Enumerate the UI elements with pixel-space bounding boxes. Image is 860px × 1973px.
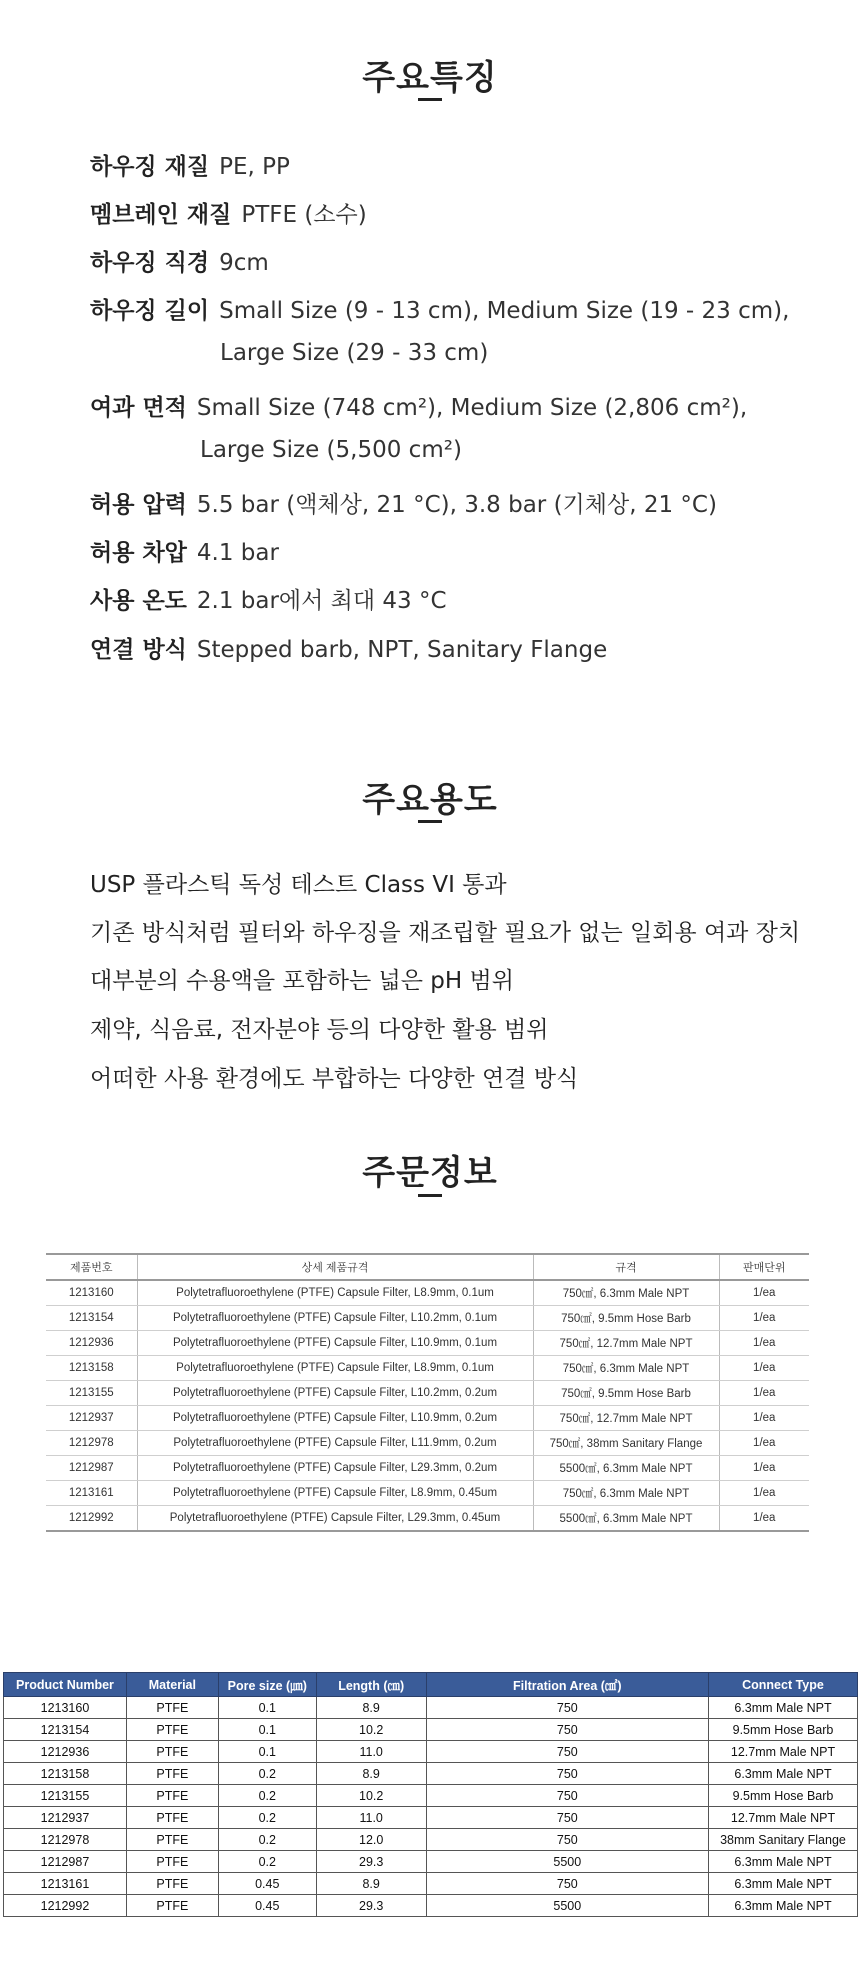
product-number-cell: 1213154 xyxy=(4,1719,127,1741)
product-number-cell: 1213158 xyxy=(4,1763,127,1785)
length-cell: 29.3 xyxy=(316,1895,426,1917)
connect-type-cell: 6.3mm Male NPT xyxy=(709,1697,858,1719)
spec-value: PTFE (소수) xyxy=(241,202,367,228)
spec-value-continued: Large Size (29 - 33 cm) xyxy=(220,340,489,366)
filtration-area-cell: 5500 xyxy=(426,1851,708,1873)
spec-label: 하우징 길이 xyxy=(90,298,210,324)
material-cell: PTFE xyxy=(126,1829,218,1851)
table-row xyxy=(46,1431,809,1456)
table-row xyxy=(4,1785,858,1807)
unit-cell: 1/ea xyxy=(719,1431,809,1456)
table-row xyxy=(4,1851,858,1873)
pore-size-cell: 0.1 xyxy=(218,1697,316,1719)
unit-cell: 1/ea xyxy=(719,1456,809,1481)
product-number-cell: 1212987 xyxy=(46,1456,137,1481)
column-header: 규격 xyxy=(533,1254,719,1280)
product-spec-cell: Polytetrafluoroethylene (PTFE) Capsule Filter, L8.9mm, 0.1um xyxy=(137,1356,533,1381)
spec-label: 여과 면적 xyxy=(90,395,187,421)
unit-cell: 1/ea xyxy=(719,1406,809,1431)
column-header: Filtration Area (㎠) xyxy=(426,1673,708,1697)
spec-row-differential-pressure xyxy=(90,534,279,567)
spec-label: 사용 온도 xyxy=(90,588,187,614)
uses-title-underline xyxy=(418,820,442,823)
length-cell: 8.9 xyxy=(316,1763,426,1785)
product-number-cell: 1212992 xyxy=(46,1506,137,1532)
order-title-underline xyxy=(418,1194,442,1197)
column-header: 제품번호 xyxy=(46,1254,137,1280)
product-number-cell: 1213160 xyxy=(46,1280,137,1306)
material-cell: PTFE xyxy=(126,1851,218,1873)
spec-value: 9cm xyxy=(219,250,269,276)
size-cell: 750㎠, 38mm Sanitary Flange xyxy=(533,1431,719,1456)
filtration-area-cell: 5500 xyxy=(426,1895,708,1917)
table-row xyxy=(46,1456,809,1481)
spec-value: 4.1 bar xyxy=(196,540,279,566)
table-row xyxy=(4,1873,858,1895)
connect-type-cell: 6.3mm Male NPT xyxy=(709,1763,858,1785)
connect-type-cell: 12.7mm Male NPT xyxy=(709,1807,858,1829)
connect-type-cell: 9.5mm Hose Barb xyxy=(709,1785,858,1807)
table-row xyxy=(4,1763,858,1785)
length-cell: 8.9 xyxy=(316,1873,426,1895)
connect-type-cell: 6.3mm Male NPT xyxy=(709,1895,858,1917)
product-spec-cell: Polytetrafluoroethylene (PTFE) Capsule Filter, L10.2mm, 0.2um xyxy=(137,1381,533,1406)
column-header: Length (㎝) xyxy=(316,1673,426,1697)
column-header: Connect Type xyxy=(709,1673,858,1697)
length-cell: 11.0 xyxy=(316,1807,426,1829)
spec-value: Small Size (9 - 13 cm), Medium Size (19 - 23 cm), xyxy=(219,298,790,324)
spec-label: 멤브레인 재질 xyxy=(90,202,232,228)
material-cell: PTFE xyxy=(126,1697,218,1719)
product-spec-cell: Polytetrafluoroethylene (PTFE) Capsule Filter, L8.9mm, 0.1um xyxy=(137,1280,533,1306)
spec-value: 2.1 bar에서 최대 43 °C xyxy=(196,588,447,614)
column-header: Material xyxy=(126,1673,218,1697)
spec-row-filtration-area xyxy=(90,389,747,422)
length-cell: 29.3 xyxy=(316,1851,426,1873)
pore-size-cell: 0.1 xyxy=(218,1741,316,1763)
unit-cell: 1/ea xyxy=(719,1331,809,1356)
filtration-area-cell: 750 xyxy=(426,1829,708,1851)
table-row xyxy=(46,1356,809,1381)
pore-size-cell: 0.1 xyxy=(218,1719,316,1741)
table-header-row xyxy=(4,1673,858,1697)
product-number-cell: 1213155 xyxy=(46,1381,137,1406)
use-item: USP 플라스틱 독성 테스트 Class VI 통과 xyxy=(90,872,507,898)
product-number-cell: 1212987 xyxy=(4,1851,127,1873)
product-number-cell: 1213155 xyxy=(4,1785,127,1807)
table-row xyxy=(4,1807,858,1829)
filtration-area-cell: 750 xyxy=(426,1785,708,1807)
spec-value: Stepped barb, NPT, Sanitary Flange xyxy=(196,637,608,663)
product-spec-cell: Polytetrafluoroethylene (PTFE) Capsule Filter, L10.9mm, 0.1um xyxy=(137,1331,533,1356)
product-number-cell: 1212937 xyxy=(4,1807,127,1829)
unit-cell: 1/ea xyxy=(719,1381,809,1406)
table-header-row xyxy=(46,1254,809,1280)
material-cell: PTFE xyxy=(126,1873,218,1895)
use-item: 기존 방식처럼 필터와 하우징을 재조립할 필요가 없는 일회용 여과 장치 xyxy=(90,920,801,946)
table-row xyxy=(4,1741,858,1763)
filtration-area-cell: 750 xyxy=(426,1873,708,1895)
length-cell: 12.0 xyxy=(316,1829,426,1851)
product-number-cell: 1212937 xyxy=(46,1406,137,1431)
spec-row-housing-length xyxy=(90,292,789,325)
product-number-cell: 1212992 xyxy=(4,1895,127,1917)
column-header: Product Number xyxy=(4,1673,127,1697)
spec-label: 허용 압력 xyxy=(90,492,187,518)
product-spec-cell: Polytetrafluoroethylene (PTFE) Capsule Filter, L11.9mm, 0.2um xyxy=(137,1431,533,1456)
filtration-area-cell: 750 xyxy=(426,1719,708,1741)
filtration-area-cell: 750 xyxy=(426,1763,708,1785)
material-cell: PTFE xyxy=(126,1895,218,1917)
product-number-cell: 1212978 xyxy=(46,1431,137,1456)
product-spec-cell: Polytetrafluoroethylene (PTFE) Capsule Filter, L29.3mm, 0.2um xyxy=(137,1456,533,1481)
length-cell: 10.2 xyxy=(316,1785,426,1807)
unit-cell: 1/ea xyxy=(719,1481,809,1506)
size-cell: 5500㎠, 6.3mm Male NPT xyxy=(533,1456,719,1481)
features-title-underline xyxy=(418,98,442,101)
spec-row-membrane-material xyxy=(90,196,367,229)
product-spec-cell: Polytetrafluoroethylene (PTFE) Capsule Filter, L10.2mm, 0.1um xyxy=(137,1306,533,1331)
pore-size-cell: 0.2 xyxy=(218,1829,316,1851)
spec-row-connection-type xyxy=(90,631,607,664)
size-cell: 750㎠, 6.3mm Male NPT xyxy=(533,1356,719,1381)
table-row xyxy=(4,1829,858,1851)
table-row xyxy=(46,1280,809,1306)
spec-label: 연결 방식 xyxy=(90,637,187,663)
product-number-cell: 1213160 xyxy=(4,1697,127,1719)
table-row xyxy=(46,1331,809,1356)
product-number-cell: 1213154 xyxy=(46,1306,137,1331)
pore-size-cell: 0.2 xyxy=(218,1807,316,1829)
product-number-cell: 1213161 xyxy=(4,1873,127,1895)
pore-size-cell: 0.2 xyxy=(218,1763,316,1785)
connect-type-cell: 9.5mm Hose Barb xyxy=(709,1719,858,1741)
filtration-area-cell: 750 xyxy=(426,1697,708,1719)
table-row xyxy=(46,1381,809,1406)
size-cell: 750㎠, 9.5mm Hose Barb xyxy=(533,1381,719,1406)
product-number-cell: 1212978 xyxy=(4,1829,127,1851)
product-number-cell: 1213161 xyxy=(46,1481,137,1506)
unit-cell: 1/ea xyxy=(719,1280,809,1306)
column-header: 판매단위 xyxy=(719,1254,809,1280)
material-cell: PTFE xyxy=(126,1719,218,1741)
connect-type-cell: 6.3mm Male NPT xyxy=(709,1851,858,1873)
unit-cell: 1/ea xyxy=(719,1356,809,1381)
table-row xyxy=(46,1306,809,1331)
material-cell: PTFE xyxy=(126,1763,218,1785)
table-row xyxy=(4,1895,858,1917)
use-item: 제약, 식음료, 전자분야 등의 다양한 활용 범위 xyxy=(90,1017,549,1043)
column-header: Pore size (㎛) xyxy=(218,1673,316,1697)
pore-size-cell: 0.2 xyxy=(218,1851,316,1873)
use-item: 대부분의 수용액을 포함하는 넓은 pH 범위 xyxy=(90,968,514,994)
spec-row-allowed-pressure xyxy=(90,486,717,519)
spec-row-housing-diameter xyxy=(90,244,269,277)
product-spec-cell: Polytetrafluoroethylene (PTFE) Capsule Filter, L29.3mm, 0.45um xyxy=(137,1506,533,1532)
spec-row-operating-temperature xyxy=(90,582,447,615)
spec-value: Small Size (748 cm²), Medium Size (2,806 cm²), xyxy=(196,395,748,421)
size-cell: 750㎠, 12.7mm Male NPT xyxy=(533,1331,719,1356)
table-row xyxy=(4,1697,858,1719)
order-title: 주문정보 xyxy=(362,1153,498,1193)
material-cell: PTFE xyxy=(126,1785,218,1807)
pore-size-cell: 0.45 xyxy=(218,1895,316,1917)
spec-value: 5.5 bar (액체상, 21 °C), 3.8 bar (기체상, 21 °C) xyxy=(196,492,717,518)
spec-label: 허용 차압 xyxy=(90,540,187,566)
product-spec-cell: Polytetrafluoroethylene (PTFE) Capsule Filter, L8.9mm, 0.45um xyxy=(137,1481,533,1506)
product-spec-cell: Polytetrafluoroethylene (PTFE) Capsule Filter, L10.9mm, 0.2um xyxy=(137,1406,533,1431)
connect-type-cell: 12.7mm Male NPT xyxy=(709,1741,858,1763)
uses-title: 주요용도 xyxy=(362,780,498,820)
pore-size-cell: 0.45 xyxy=(218,1873,316,1895)
spec-label: 하우징 재질 xyxy=(90,154,210,180)
unit-cell: 1/ea xyxy=(719,1306,809,1331)
order-info-table xyxy=(46,1253,809,1532)
unit-cell: 1/ea xyxy=(719,1506,809,1532)
product-number-cell: 1212936 xyxy=(46,1331,137,1356)
length-cell: 10.2 xyxy=(316,1719,426,1741)
table-row xyxy=(4,1719,858,1741)
spec-label: 하우징 직경 xyxy=(90,250,210,276)
table-row xyxy=(46,1406,809,1431)
product-number-cell: 1212936 xyxy=(4,1741,127,1763)
filtration-area-cell: 750 xyxy=(426,1807,708,1829)
size-cell: 750㎠, 9.5mm Hose Barb xyxy=(533,1306,719,1331)
use-item: 어떠한 사용 환경에도 부합하는 다양한 연결 방식 xyxy=(90,1066,579,1092)
filtration-area-cell: 750 xyxy=(426,1741,708,1763)
spec-value-continued: Large Size (5,500 cm²) xyxy=(200,437,462,463)
table-row xyxy=(46,1481,809,1506)
material-cell: PTFE xyxy=(126,1807,218,1829)
spec-value: PE, PP xyxy=(219,154,290,180)
product-number-cell: 1213158 xyxy=(46,1356,137,1381)
product-spec-table xyxy=(3,1672,858,1917)
connect-type-cell: 38mm Sanitary Flange xyxy=(709,1829,858,1851)
table-row xyxy=(46,1506,809,1532)
size-cell: 750㎠, 6.3mm Male NPT xyxy=(533,1280,719,1306)
features-title: 주요특징 xyxy=(362,58,498,98)
size-cell: 750㎠, 12.7mm Male NPT xyxy=(533,1406,719,1431)
connect-type-cell: 6.3mm Male NPT xyxy=(709,1873,858,1895)
column-header: 상세 제품규격 xyxy=(137,1254,533,1280)
spec-row-housing-material xyxy=(90,148,290,181)
pore-size-cell: 0.2 xyxy=(218,1785,316,1807)
size-cell: 5500㎠, 6.3mm Male NPT xyxy=(533,1506,719,1532)
material-cell: PTFE xyxy=(126,1741,218,1763)
length-cell: 11.0 xyxy=(316,1741,426,1763)
length-cell: 8.9 xyxy=(316,1697,426,1719)
size-cell: 750㎠, 6.3mm Male NPT xyxy=(533,1481,719,1506)
